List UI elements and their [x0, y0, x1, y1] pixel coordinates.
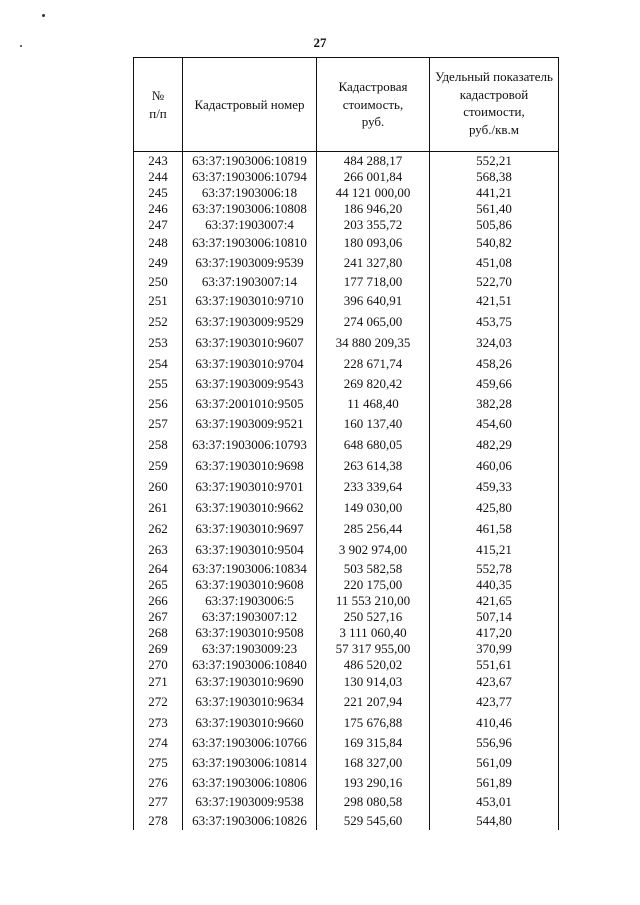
specific-value: 441,21: [430, 184, 559, 200]
cadastral-number: 63:37:1903009:9543: [183, 373, 317, 393]
specific-value: 421,65: [430, 592, 559, 608]
table-row: [134, 310, 559, 332]
cadastral-value: 266 001,84: [317, 168, 430, 184]
cadastral-value: 177 718,00: [317, 272, 430, 290]
cadastral-number: 63:37:1903010:9504: [183, 539, 317, 560]
table-row: [134, 476, 559, 497]
cadastral-value: 44 121 000,00: [317, 184, 430, 200]
cadastral-value: 503 582,58: [317, 560, 430, 576]
row-number: 244: [134, 168, 183, 184]
table-row: [134, 200, 559, 216]
specific-value: 556,96: [430, 733, 559, 752]
specific-value: 459,66: [430, 373, 559, 393]
cadastral-value: 241 327,80: [317, 252, 430, 272]
cadastral-value: 180 093,06: [317, 232, 430, 252]
specific-value: 382,28: [430, 393, 559, 413]
header-specific-value: Удельный показатель кадастровой стоимости, руб./кв.м: [430, 58, 559, 152]
cadastral-number: 63:37:1903006:18: [183, 184, 317, 200]
cadastral-number: 63:37:1903007:14: [183, 272, 317, 290]
row-number: 261: [134, 497, 183, 518]
row-number: 251: [134, 290, 183, 310]
cadastral-value: 168 327,00: [317, 752, 430, 772]
row-number: 274: [134, 733, 183, 752]
specific-value: 440,35: [430, 576, 559, 592]
cadastral-value: 220 175,00: [317, 576, 430, 592]
row-number: 257: [134, 413, 183, 434]
table-row: [134, 455, 559, 476]
cadastral-value: 149 030,00: [317, 497, 430, 518]
specific-value: 561,09: [430, 752, 559, 772]
table-row: [134, 353, 559, 373]
row-number: 245: [134, 184, 183, 200]
table-row: [134, 252, 559, 272]
table-row: [134, 497, 559, 518]
table-row: [134, 712, 559, 733]
specific-value: 551,61: [430, 656, 559, 672]
cadastral-value: 648 680,05: [317, 434, 430, 455]
cadastral-value: 11 468,40: [317, 393, 430, 413]
table-row: [134, 752, 559, 772]
cadastral-number: 63:37:1903006:5: [183, 592, 317, 608]
cadastral-number: 63:37:1903006:10808: [183, 200, 317, 216]
cadastral-number: 63:37:1903010:9710: [183, 290, 317, 310]
row-number: 247: [134, 216, 183, 232]
specific-value: 522,70: [430, 272, 559, 290]
cadastral-number: 63:37:1903010:9607: [183, 332, 317, 353]
specific-value: 454,60: [430, 413, 559, 434]
cadastral-number: 63:37:1903010:9697: [183, 518, 317, 539]
cadastral-number: 63:37:1903010:9701: [183, 476, 317, 497]
cadastral-number: 63:37:1903010:9690: [183, 672, 317, 691]
table-row: [134, 413, 559, 434]
row-number: 273: [134, 712, 183, 733]
table-row: [134, 792, 559, 810]
specific-value: 453,01: [430, 792, 559, 810]
specific-value: 421,51: [430, 290, 559, 310]
row-number: 249: [134, 252, 183, 272]
row-number: 254: [134, 353, 183, 373]
row-number: 270: [134, 656, 183, 672]
row-number: 276: [134, 772, 183, 792]
row-number: 262: [134, 518, 183, 539]
specific-value: 458,26: [430, 353, 559, 373]
table-row: [134, 576, 559, 592]
cadastral-number: 63:37:2001010:9505: [183, 393, 317, 413]
cadastral-value: 57 317 955,00: [317, 640, 430, 656]
table-row: [134, 290, 559, 310]
cadastral-number: 63:37:1903009:9539: [183, 252, 317, 272]
table-row: [134, 640, 559, 656]
cadastral-value: 228 671,74: [317, 353, 430, 373]
specific-value: 370,99: [430, 640, 559, 656]
row-number: 268: [134, 624, 183, 640]
table-row: [134, 608, 559, 624]
table-row: [134, 691, 559, 712]
table-row: [134, 656, 559, 672]
table-row: [134, 168, 559, 184]
specific-value: 505,86: [430, 216, 559, 232]
specific-value: 461,58: [430, 518, 559, 539]
cadastral-value: 130 914,03: [317, 672, 430, 691]
cadastral-value: 193 290,16: [317, 772, 430, 792]
table-row: [134, 272, 559, 290]
cadastral-value: 34 880 209,35: [317, 332, 430, 353]
cadastral-number: 63:37:1903007:12: [183, 608, 317, 624]
cadastral-value: 3 902 974,00: [317, 539, 430, 560]
table-row: [134, 393, 559, 413]
cadastral-number: 63:37:1903010:9608: [183, 576, 317, 592]
table-header-row: [134, 58, 559, 152]
cadastral-number: 63:37:1903006:10806: [183, 772, 317, 792]
row-number: 265: [134, 576, 183, 592]
cadastral-value: 269 820,42: [317, 373, 430, 393]
specific-value: 417,20: [430, 624, 559, 640]
cadastral-number: 63:37:1903006:10794: [183, 168, 317, 184]
specific-value: 423,67: [430, 672, 559, 691]
cadastral-number: 63:37:1903009:9538: [183, 792, 317, 810]
specific-value: 459,33: [430, 476, 559, 497]
cadastral-value: 298 080,58: [317, 792, 430, 810]
specific-value: 540,82: [430, 232, 559, 252]
specific-value: 415,21: [430, 539, 559, 560]
cadastral-number: 63:37:1903006:10766: [183, 733, 317, 752]
row-number: 278: [134, 810, 183, 830]
cadastral-number: 63:37:1903010:9662: [183, 497, 317, 518]
specific-value: 410,46: [430, 712, 559, 733]
cadastral-value: 233 339,64: [317, 476, 430, 497]
row-number: 264: [134, 560, 183, 576]
row-number: 248: [134, 232, 183, 252]
cadastral-value: 3 111 060,40: [317, 624, 430, 640]
table-row: [134, 592, 559, 608]
specific-value: 507,14: [430, 608, 559, 624]
table-body: [134, 152, 559, 831]
cadastral-value: 529 545,60: [317, 810, 430, 830]
header-row-number: № п/п: [134, 58, 183, 152]
row-number: 255: [134, 373, 183, 393]
row-number: 253: [134, 332, 183, 353]
cadastral-value: 274 065,00: [317, 310, 430, 332]
cadastral-value: 250 527,16: [317, 608, 430, 624]
table-row: [134, 232, 559, 252]
row-number: 269: [134, 640, 183, 656]
table-row: [134, 152, 559, 169]
header-cadastral-value: Кадастровая стоимость, руб.: [317, 58, 430, 152]
row-number: 272: [134, 691, 183, 712]
specific-value: 544,80: [430, 810, 559, 830]
row-number: 267: [134, 608, 183, 624]
row-number: 263: [134, 539, 183, 560]
cadastral-number: 63:37:1903009:23: [183, 640, 317, 656]
cadastral-number: 63:37:1903009:9521: [183, 413, 317, 434]
row-number: 271: [134, 672, 183, 691]
table-row: [134, 184, 559, 200]
cadastral-number: 63:37:1903006:10834: [183, 560, 317, 576]
table-row: [134, 434, 559, 455]
cadastral-value: 186 946,20: [317, 200, 430, 216]
cadastral-number: 63:37:1903009:9529: [183, 310, 317, 332]
specific-value: 552,78: [430, 560, 559, 576]
cadastral-value: 486 520,02: [317, 656, 430, 672]
specific-value: 460,06: [430, 455, 559, 476]
table-row: [134, 624, 559, 640]
cadastral-number: 63:37:1903006:10793: [183, 434, 317, 455]
cadastral-number: 63:37:1903010:9634: [183, 691, 317, 712]
row-number: 277: [134, 792, 183, 810]
specific-value: 423,77: [430, 691, 559, 712]
cadastral-number: 63:37:1903010:9508: [183, 624, 317, 640]
row-number: 256: [134, 393, 183, 413]
cadastral-value: 285 256,44: [317, 518, 430, 539]
row-number: 252: [134, 310, 183, 332]
table-row: [134, 810, 559, 830]
row-number: 246: [134, 200, 183, 216]
header-cadastral-number: Кадастровый номер: [183, 58, 317, 152]
row-number: 259: [134, 455, 183, 476]
cadastral-value: 169 315,84: [317, 733, 430, 752]
cadastral-value: 11 553 210,00: [317, 592, 430, 608]
table-row: [134, 216, 559, 232]
cadastral-value: 175 676,88: [317, 712, 430, 733]
row-number: 250: [134, 272, 183, 290]
row-number: 258: [134, 434, 183, 455]
table-row: [134, 733, 559, 752]
cadastral-value: 203 355,72: [317, 216, 430, 232]
row-number: 243: [134, 152, 183, 169]
row-number: 266: [134, 592, 183, 608]
cadastral-number: 63:37:1903006:10819: [183, 152, 317, 169]
specific-value: 451,08: [430, 252, 559, 272]
cadastral-number: 63:37:1903007:4: [183, 216, 317, 232]
table-row: [134, 560, 559, 576]
cadastral-value-table: [133, 57, 559, 830]
cadastral-value: 221 207,94: [317, 691, 430, 712]
specific-value: 324,03: [430, 332, 559, 353]
cadastral-number: 63:37:1903010:9698: [183, 455, 317, 476]
table-row: [134, 672, 559, 691]
cadastral-value: 484 288,17: [317, 152, 430, 169]
row-number: 275: [134, 752, 183, 772]
scan-speck: [42, 14, 45, 17]
specific-value: 568,38: [430, 168, 559, 184]
row-number: 260: [134, 476, 183, 497]
cadastral-value: 263 614,38: [317, 455, 430, 476]
cadastral-number: 63:37:1903010:9660: [183, 712, 317, 733]
cadastral-value: 160 137,40: [317, 413, 430, 434]
specific-value: 453,75: [430, 310, 559, 332]
table-row: [134, 539, 559, 560]
cadastral-number: 63:37:1903006:10810: [183, 232, 317, 252]
cadastral-number: 63:37:1903006:10826: [183, 810, 317, 830]
cadastral-value: 396 640,91: [317, 290, 430, 310]
specific-value: 561,89: [430, 772, 559, 792]
cadastral-number: 63:37:1903006:10840: [183, 656, 317, 672]
table-row: [134, 373, 559, 393]
page-number: 27: [313, 35, 327, 50]
specific-value: 425,80: [430, 497, 559, 518]
specific-value: 552,21: [430, 152, 559, 169]
cadastral-number: 63:37:1903010:9704: [183, 353, 317, 373]
cadastral-number: 63:37:1903006:10814: [183, 752, 317, 772]
specific-value: 561,40: [430, 200, 559, 216]
table-row: [134, 518, 559, 539]
specific-value: 482,29: [430, 434, 559, 455]
table-row: [134, 772, 559, 792]
table-row: [134, 332, 559, 353]
